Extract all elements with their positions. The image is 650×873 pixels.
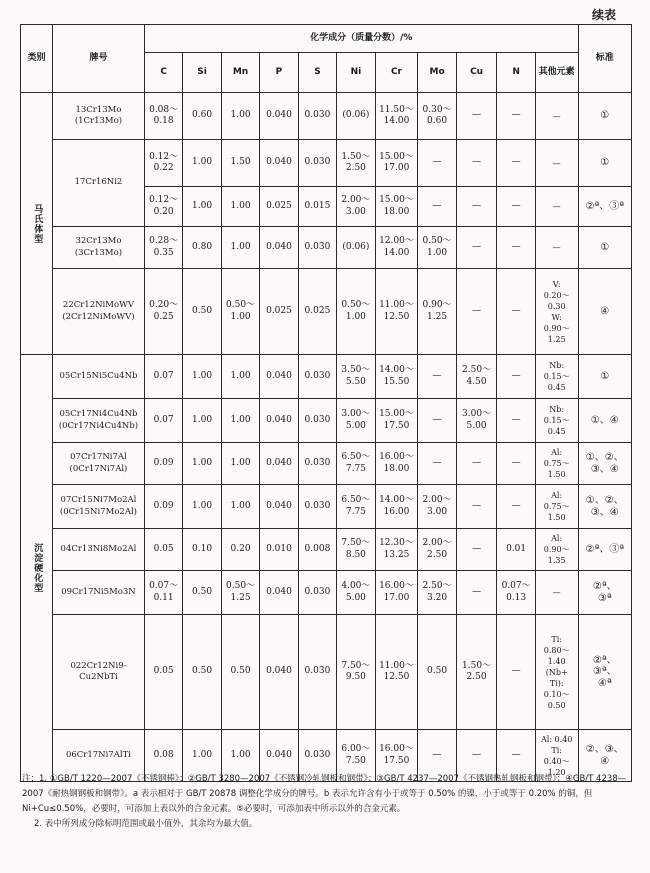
element-cell: 2.50～ 4.50 bbox=[456, 355, 497, 399]
element-cell: 6.50～ 7.75 bbox=[337, 443, 375, 485]
element-cell: 14.00～ 15.50 bbox=[375, 355, 418, 399]
element-cell: — bbox=[456, 571, 497, 615]
element-cell: 0.030 bbox=[298, 93, 336, 140]
element-cell: 1.00 bbox=[183, 140, 221, 187]
element-cell: 1.00 bbox=[221, 355, 259, 399]
table-body bbox=[21, 93, 632, 782]
table-row bbox=[21, 93, 632, 140]
other-elements-cell: Nb: 0.15～ 0.45 bbox=[535, 355, 578, 399]
element-cell: 0.07 bbox=[144, 399, 182, 443]
grade-cell: 06Cr17Ni7AlTi bbox=[53, 730, 145, 782]
table-row bbox=[21, 485, 632, 529]
grade-cell: 05Cr17Ni4Cu4Nb (0Cr17Ni4Cu4Nb) bbox=[53, 399, 145, 443]
element-cell: 0.040 bbox=[260, 615, 298, 730]
element-cell: 16.00～ 18.00 bbox=[375, 443, 418, 485]
element-cell: 0.09 bbox=[144, 485, 182, 529]
element-cell: 0.040 bbox=[260, 399, 298, 443]
element-cell: 0.50～ 1.00 bbox=[221, 269, 259, 355]
element-cell: 0.040 bbox=[260, 355, 298, 399]
element-cell: 1.00 bbox=[221, 187, 259, 227]
other-elements-cell: — bbox=[535, 227, 578, 269]
header-element: Mn bbox=[221, 53, 259, 93]
element-cell: 0.90～ 1.25 bbox=[418, 269, 456, 355]
element-cell: 0.12～ 0.20 bbox=[144, 187, 182, 227]
element-cell: 0.040 bbox=[260, 93, 298, 140]
element-cell: 4.00～ 5.00 bbox=[337, 571, 375, 615]
element-cell: 0.030 bbox=[298, 140, 336, 187]
element-cell: — bbox=[497, 355, 535, 399]
element-cell: 16.00～ 17.00 bbox=[375, 571, 418, 615]
element-cell: 0.08～ 0.18 bbox=[144, 93, 182, 140]
element-cell: — bbox=[456, 187, 497, 227]
element-cell: 0.12～ 0.22 bbox=[144, 140, 182, 187]
header-element: S bbox=[298, 53, 336, 93]
element-cell: — bbox=[456, 529, 497, 571]
header-element: 其他元素 bbox=[535, 53, 578, 93]
element-cell: 15.00～ 18.00 bbox=[375, 187, 418, 227]
other-elements-cell: — bbox=[535, 571, 578, 615]
header-element: P bbox=[260, 53, 298, 93]
element-cell: 0.09 bbox=[144, 443, 182, 485]
element-cell: 0.08 bbox=[144, 730, 182, 782]
other-elements-cell: — bbox=[535, 187, 578, 227]
element-cell: — bbox=[497, 269, 535, 355]
element-cell: — bbox=[456, 443, 497, 485]
standard-cell: ①、④ bbox=[578, 399, 631, 443]
element-cell: — bbox=[418, 355, 456, 399]
element-cell: 0.040 bbox=[260, 443, 298, 485]
table-row bbox=[21, 227, 632, 269]
element-cell: 2.00～ 3.00 bbox=[418, 485, 456, 529]
element-cell: 6.00～ 7.50 bbox=[337, 730, 375, 782]
element-cell: — bbox=[497, 187, 535, 227]
table-row bbox=[21, 443, 632, 485]
element-cell: 0.015 bbox=[298, 187, 336, 227]
composition-table bbox=[20, 24, 632, 782]
grade-cell: 04Cr13Ni8Mo2Al bbox=[53, 529, 145, 571]
element-cell: — bbox=[456, 485, 497, 529]
element-cell: 1.00 bbox=[221, 399, 259, 443]
element-cell: 0.50 bbox=[183, 269, 221, 355]
standard-cell: ①、②、 ③、④ bbox=[578, 485, 631, 529]
other-elements-cell: — bbox=[535, 93, 578, 140]
element-cell: 1.00 bbox=[183, 355, 221, 399]
standard-cell: ②ª、③ª bbox=[578, 529, 631, 571]
grade-cell: 07Cr17Ni7Al (0Cr17Ni7Al) bbox=[53, 443, 145, 485]
element-cell: 1.00 bbox=[221, 730, 259, 782]
grade-cell: 022Cr12Ni9- Cu2NbTi bbox=[53, 615, 145, 730]
element-cell: 0.010 bbox=[260, 529, 298, 571]
element-cell: 16.00～ 17.50 bbox=[375, 730, 418, 782]
element-cell: 0.008 bbox=[298, 529, 336, 571]
header-element: Ni bbox=[337, 53, 375, 93]
other-elements-cell: Al: 0.90～ 1.35 bbox=[535, 529, 578, 571]
element-cell: 0.50～ 1.25 bbox=[221, 571, 259, 615]
element-cell: 0.040 bbox=[260, 140, 298, 187]
element-cell: 0.07 bbox=[144, 355, 182, 399]
element-cell: 0.10 bbox=[183, 529, 221, 571]
element-cell: 0.030 bbox=[298, 571, 336, 615]
element-cell: 1.00 bbox=[221, 485, 259, 529]
element-cell: 3.50～ 5.50 bbox=[337, 355, 375, 399]
element-cell: 0.040 bbox=[260, 730, 298, 782]
standard-cell: ④ bbox=[578, 269, 631, 355]
header-element: C bbox=[144, 53, 182, 93]
element-cell: 12.30～ 13.25 bbox=[375, 529, 418, 571]
element-cell: 15.00～ 17.50 bbox=[375, 399, 418, 443]
element-cell: 0.040 bbox=[260, 227, 298, 269]
element-cell: — bbox=[456, 140, 497, 187]
table-row bbox=[21, 529, 632, 571]
header-composition: 化学成分（质量分数）/% bbox=[144, 25, 578, 53]
element-cell: — bbox=[497, 399, 535, 443]
standard-cell: ① bbox=[578, 355, 631, 399]
element-cell: 1.00 bbox=[183, 485, 221, 529]
element-cell: 0.030 bbox=[298, 399, 336, 443]
header-element: Si bbox=[183, 53, 221, 93]
header-grade: 牌号 bbox=[53, 25, 145, 93]
element-cell: 0.030 bbox=[298, 615, 336, 730]
element-cell: — bbox=[497, 615, 535, 730]
element-cell: 1.00 bbox=[221, 227, 259, 269]
element-cell: 1.00 bbox=[183, 187, 221, 227]
element-cell: 0.28～ 0.35 bbox=[144, 227, 182, 269]
standard-cell: ②、③、 ④ bbox=[578, 730, 631, 782]
element-cell: 0.50～ 1.00 bbox=[418, 227, 456, 269]
table-row bbox=[21, 140, 632, 187]
element-cell: — bbox=[418, 443, 456, 485]
element-cell: 1.50 bbox=[221, 140, 259, 187]
element-cell: — bbox=[456, 227, 497, 269]
other-elements-cell: Al: 0.75～ 1.50 bbox=[535, 485, 578, 529]
element-cell: — bbox=[418, 187, 456, 227]
footnotes bbox=[22, 772, 628, 832]
element-cell: 7.50～ 9.50 bbox=[337, 615, 375, 730]
other-elements-cell: V: 0.20～ 0.30 W: 0.90～ 1.25 bbox=[535, 269, 578, 355]
header-element: Mo bbox=[418, 53, 456, 93]
element-cell: 2.00～ 2.50 bbox=[418, 529, 456, 571]
element-cell: 11.00～ 12.50 bbox=[375, 615, 418, 730]
other-elements-cell: Al: 0.40 Ti: 0.40～ 1.20 bbox=[535, 730, 578, 782]
header-standard: 标准 bbox=[578, 25, 631, 93]
continued-label: 续表 bbox=[591, 8, 616, 22]
element-cell: 0.50 bbox=[183, 615, 221, 730]
element-cell: 2.00～ 3.00 bbox=[337, 187, 375, 227]
element-cell: 0.05 bbox=[144, 615, 182, 730]
header-element: Cu bbox=[456, 53, 497, 93]
element-cell: — bbox=[497, 227, 535, 269]
element-cell: — bbox=[497, 140, 535, 187]
element-cell: 1.00 bbox=[221, 93, 259, 140]
grade-cell: 17Cr16Ni2 bbox=[53, 140, 145, 227]
element-cell: 0.50～ 1.00 bbox=[337, 269, 375, 355]
element-cell: 0.20～ 0.25 bbox=[144, 269, 182, 355]
element-cell: 0.030 bbox=[298, 730, 336, 782]
element-cell: 14.00～ 16.00 bbox=[375, 485, 418, 529]
element-cell: 1.50～ 2.50 bbox=[337, 140, 375, 187]
element-cell: 2.50～ 3.20 bbox=[418, 571, 456, 615]
footnote-1: 注：1. ①GB/T 1220—2007《不锈钢棒》；②GB/T 3280—2007《不锈钢冷轧钢板和钢带》；③GB/T 4237—2007《不锈钢热轧钢板和钢带》；④GB/T 4238—2007《耐热钢钢板和钢带》。a 表示相对于 GB/T 20878 调整化学成分的牌号。b 表示允许含有小于或等于 0.50% 的镍，小于或等于 0.20% 的铜，但 Ni+Cu≤0.50%，必要时，可添加上表以外的合金元素。⑤必要时，可添加表中所示以外的合金元素。 bbox=[22, 774, 627, 814]
footnote-2: 2. 表中所列成分除标明范围或最小值外，其余均为最大值。 bbox=[34, 819, 258, 829]
element-cell: 1.00 bbox=[221, 443, 259, 485]
element-cell: 15.00～ 17.00 bbox=[375, 140, 418, 187]
table-row bbox=[21, 571, 632, 615]
element-cell: — bbox=[497, 730, 535, 782]
element-cell: 1.00 bbox=[183, 443, 221, 485]
element-cell: — bbox=[497, 93, 535, 140]
element-cell: — bbox=[497, 485, 535, 529]
element-cell: 0.30～ 0.60 bbox=[418, 93, 456, 140]
element-cell: 0.030 bbox=[298, 485, 336, 529]
element-cell: 0.07～ 0.11 bbox=[144, 571, 182, 615]
standard-cell: ②ª、③ª bbox=[578, 187, 631, 227]
element-cell: 11.50～ 14.00 bbox=[375, 93, 418, 140]
element-cell: 1.00 bbox=[183, 730, 221, 782]
element-cell: (0.06) bbox=[337, 227, 375, 269]
element-cell: 0.025 bbox=[260, 187, 298, 227]
standard-cell: ②ª、 ③ª bbox=[578, 571, 631, 615]
grade-cell: 09Cr17Ni5Mo3N bbox=[53, 571, 145, 615]
element-cell: 7.50～ 8.50 bbox=[337, 529, 375, 571]
element-cell: 0.030 bbox=[298, 355, 336, 399]
table-row bbox=[21, 399, 632, 443]
category-cell: 马氏体型 bbox=[21, 93, 53, 355]
element-cell: 0.50 bbox=[183, 571, 221, 615]
element-cell: — bbox=[456, 93, 497, 140]
grade-cell: 22Cr12NiMoWV (2Cr12NiMoWV) bbox=[53, 269, 145, 355]
standard-cell: ②ª、 ③ª、 ④ª bbox=[578, 615, 631, 730]
element-cell: 6.50～ 7.75 bbox=[337, 485, 375, 529]
element-cell: — bbox=[497, 443, 535, 485]
category-cell: 沉淀硬化型 bbox=[21, 355, 53, 782]
element-cell: — bbox=[418, 399, 456, 443]
element-cell: 0.025 bbox=[260, 269, 298, 355]
element-cell: 0.025 bbox=[298, 269, 336, 355]
standard-cell: ① bbox=[578, 93, 631, 140]
other-elements-cell: Nb: 0.15～ 0.45 bbox=[535, 399, 578, 443]
element-cell: 11.00～ 12.50 bbox=[375, 269, 418, 355]
grade-cell: 07Cr15Ni7Mo2Al (0Cr15Ni7Mo2Al) bbox=[53, 485, 145, 529]
element-cell: 0.040 bbox=[260, 485, 298, 529]
other-elements-cell: — bbox=[535, 140, 578, 187]
standard-cell: ① bbox=[578, 227, 631, 269]
header-category: 类别 bbox=[21, 25, 53, 93]
element-cell: 0.030 bbox=[298, 443, 336, 485]
header-element: Cr bbox=[375, 53, 418, 93]
grade-cell: 32Cr13Mo (3Cr13Mo) bbox=[53, 227, 145, 269]
element-cell: 0.07～ 0.13 bbox=[497, 571, 535, 615]
table-row bbox=[21, 355, 632, 399]
element-cell: 3.00～ 5.00 bbox=[337, 399, 375, 443]
element-cell: 1.00 bbox=[183, 399, 221, 443]
table-row bbox=[21, 269, 632, 355]
element-cell: 0.030 bbox=[298, 227, 336, 269]
element-cell: 0.50 bbox=[221, 615, 259, 730]
standard-cell: ①、②、 ③、④ bbox=[578, 443, 631, 485]
element-cell: 3.00～ 5.00 bbox=[456, 399, 497, 443]
header-element: N bbox=[497, 53, 535, 93]
element-cell: 1.50～ 2.50 bbox=[456, 615, 497, 730]
element-cell: 0.01 bbox=[497, 529, 535, 571]
element-cell: 12.00～ 14.00 bbox=[375, 227, 418, 269]
element-cell: — bbox=[456, 269, 497, 355]
element-cell: 0.60 bbox=[183, 93, 221, 140]
element-cell: — bbox=[418, 730, 456, 782]
element-cell: — bbox=[456, 730, 497, 782]
element-cell: 0.50 bbox=[418, 615, 456, 730]
element-cell: 0.05 bbox=[144, 529, 182, 571]
standard-cell: ① bbox=[578, 140, 631, 187]
element-cell: — bbox=[418, 140, 456, 187]
grade-cell: 05Cr15Ni5Cu4Nb bbox=[53, 355, 145, 399]
element-cell: 0.040 bbox=[260, 571, 298, 615]
table-row bbox=[21, 615, 632, 730]
element-cell: 0.20 bbox=[221, 529, 259, 571]
element-cell: (0.06) bbox=[337, 93, 375, 140]
element-cell: 0.80 bbox=[183, 227, 221, 269]
other-elements-cell: Ti: 0.80～ 1.40 (Nb+ Ti): 0.10～ 0.50 bbox=[535, 615, 578, 730]
other-elements-cell: Al: 0.75～ 1.50 bbox=[535, 443, 578, 485]
grade-cell: 13Cr13Mo (1Cr13Mo) bbox=[53, 93, 145, 140]
